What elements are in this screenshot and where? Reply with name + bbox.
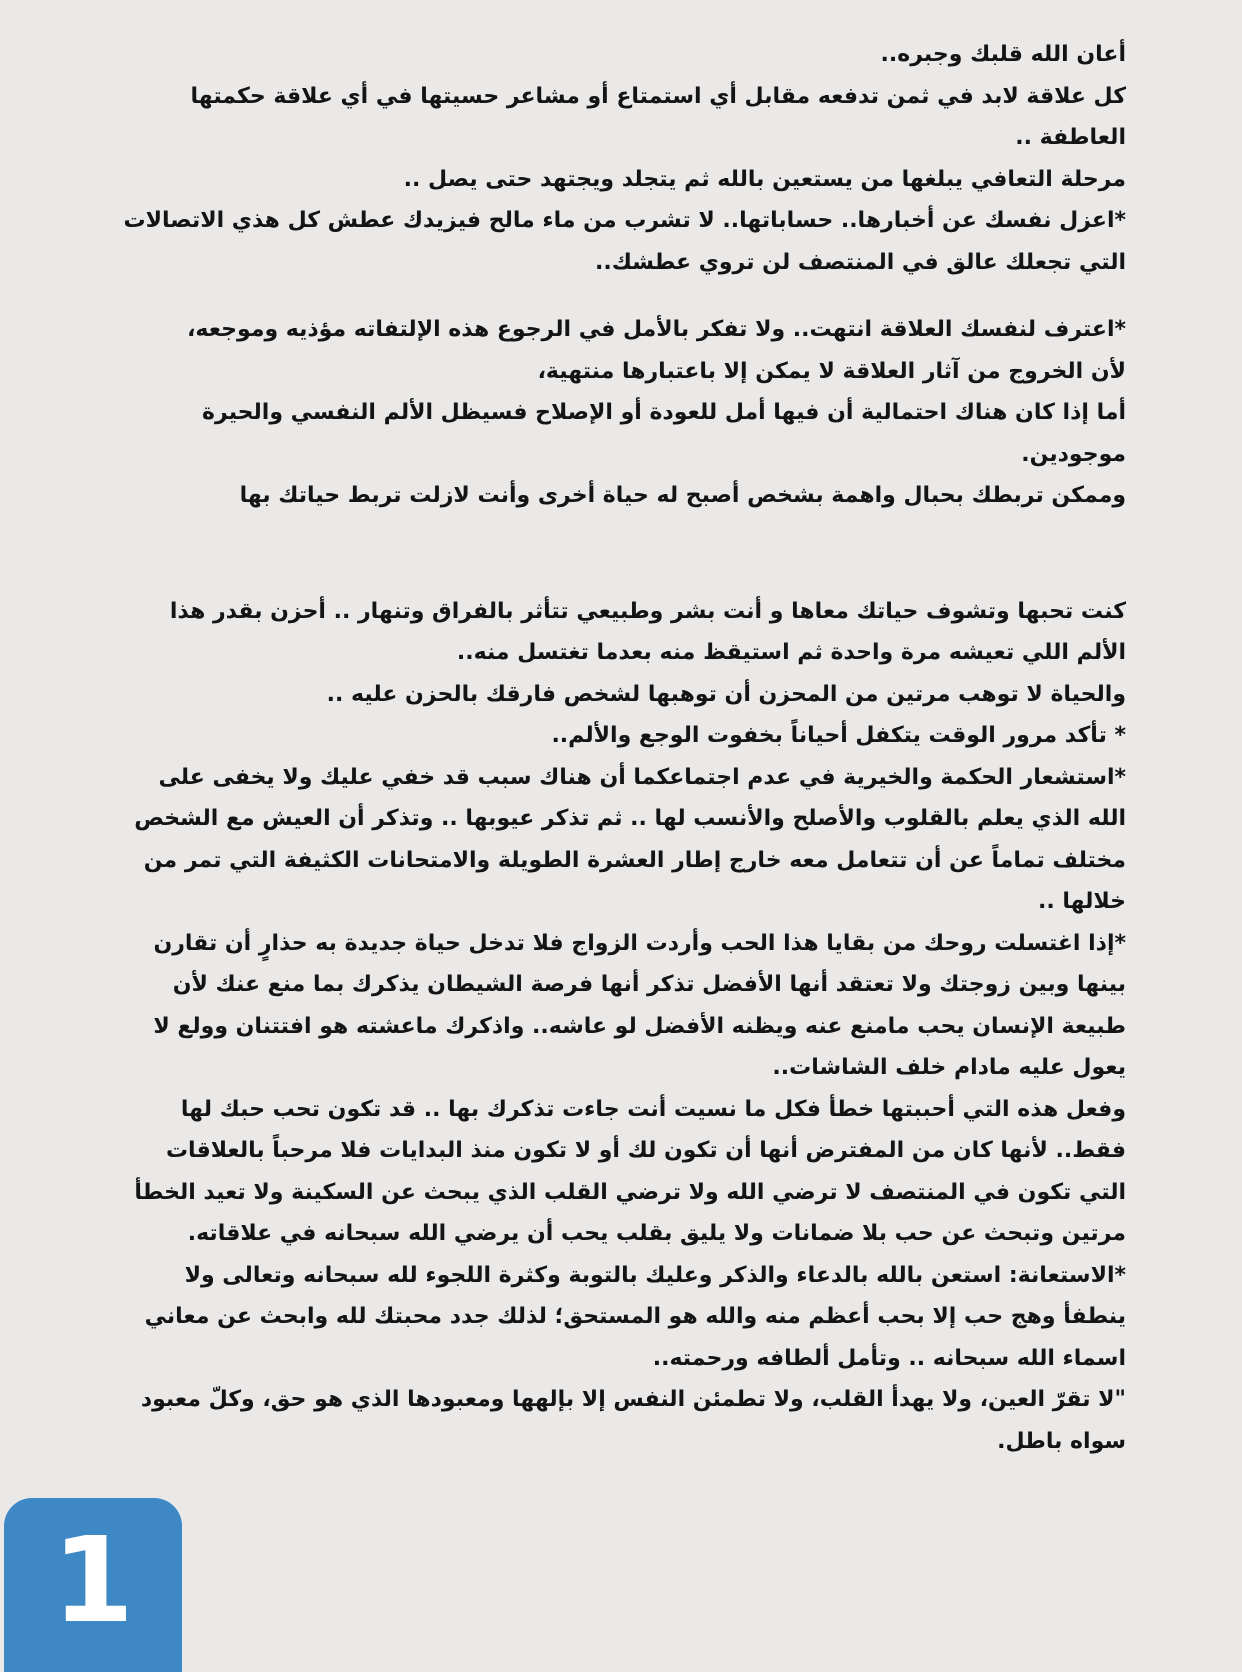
paragraph-new-marriage: *إذا اغتسلت روحك من بقايا هذا الحب وأردت الزواج فلا تدخل حياة جديدة به حذارٍ أن تقارن بينها وبين زوجتك ولا تعتقد أنها الأفضل تذكر أنها فرصة الشيطان يذكرك بما منع عنك لأن طبيعة الإنسان يحب مامنع عنه ويظنه الأفضل لو عاشه.. واذكرك ماعشته هو افتتنان وولع لا يعول عليه مادام خلف الشاشات..	[153, 930, 1126, 1080]
paragraph-quote: "لا تقرّ العين، ولا يهدأ القلب، ولا تطمئن النفس إلا بإلهها ومعبودها الذي هو حق، وكلّ معبود سواه باطل.	[140, 1387, 1126, 1454]
paragraph-wisdom: *استشعار الحكمة والخيرية في عدم اجتماعكما أن هناك سبب قد خفي عليك ولا يخفى على الله الذي يعلم بالقلوب والأصلح والأنسب لها .. ثم تذكر عيوبها .. وتذكر أن العيش مع الشخص مختلف تماماً عن أن تتعامل معه خارج إطار العشرة الطويلة والامتحانات الكثيفة التي تمر من خلالها ..	[134, 764, 1126, 914]
paragraph-recovery-stage: مرحلة التعافي يبلغها من يستعين بالله ثم يتجلد ويجتهد حتى يصل ..	[403, 166, 1126, 192]
article-body	[118, 34, 1126, 1462]
paragraph-spacer	[118, 283, 1126, 309]
paragraph-hope-of-return: أما إذا كان هناك احتمالية أن فيها أمل للعودة أو الإصلاح فسيظل الألم النفسي والحيرة موجودين.	[202, 400, 1126, 467]
paragraph-grieve: كنت تحبها وتشوف حياتك معاها و أنت بشر وطبيعي تتأثر بالفراق وتنهار .. أحزن بقدر هذا الألم اللي تعيشه مرة واحدة ثم استيقظ منه بعدما تغتسل منه..	[169, 598, 1126, 665]
paragraph-illusory-ropes: وممكن تربطك بحبال واهمة بشخص أصبح له حياة أخرى وأنت لازلت تربط حياتك بها	[239, 483, 1126, 508]
paragraph-time-heals: * تأكد مرور الوقت يتكفل أحياناً بخفوت الوجع والألم..	[551, 723, 1126, 748]
paragraph-spacer	[118, 517, 1126, 591]
paragraph-seeking-help: *الاستعانة: استعن بالله بالدعاء والذكر وعليك بالتوبة وكثرة اللجوء لله سبحانه وتعالى ولا ينطفأ وهج حب إلا بحب أعظم منه والله هو المستحق؛ لذلك جدد محبتك لله وابحث عن معاني اسماء الله سبحانه .. وتأمل ألطافه ورحمته..	[144, 1262, 1126, 1371]
page-number: 1	[51, 1511, 135, 1649]
paragraph-mistake: وفعل هذه التي أحببتها خطأ فكل ما نسيت أنت جاءت تذكرك بها .. قد تكون تحب حبك لها فقط.. لأنها كان من المفترض أنها أن تكون لك أو لا تكون منذ البدايات فلا مرحباً بالعلاقات التي تكون في المنتصف لا ترضي الله ولا ترضي القلب الذي يبحث عن السكينة ولا تعيد الخطأ مرتين وتبحث عن حب بلا ضمانات ولا يليق بقلب يحب أن يرضي الله سبحانه في علاقاته.	[134, 1096, 1126, 1246]
paragraph-greeting: أعان الله قلبك وجبره..	[880, 42, 1126, 67]
page-number-badge	[4, 1498, 182, 1672]
paragraph-life-not-twice: والحياة لا توهب مرتين من المحزن أن توهبها لشخص فارقك بالحزن عليه ..	[326, 681, 1126, 707]
paragraph-price-of-relationship: كل علاقة لابد في ثمن تدفعه مقابل أي استمتاع أو مشاعر حسيتها في أي علاقة حكمتها العاطفة ..	[190, 83, 1126, 150]
paragraph-leaving-traces: لأن الخروج من آثار العلاقة لا يمكن إلا باعتبارها منتهية،	[537, 358, 1126, 384]
paragraph-admit-ending: *اعترف لنفسك العلاقة انتهت.. ولا تفكر بالأمل في الرجوع هذه الإلتفاته مؤذيه وموجعه،	[187, 317, 1126, 342]
paragraph-isolate-yourself: *اعزل نفسك عن أخبارها.. حساباتها.. لا تشرب من ماء مالح فيزيدك عطش كل هذي الاتصالات التي تجعلك عالق في المنتصف لن تروي عطشك..	[123, 208, 1126, 275]
